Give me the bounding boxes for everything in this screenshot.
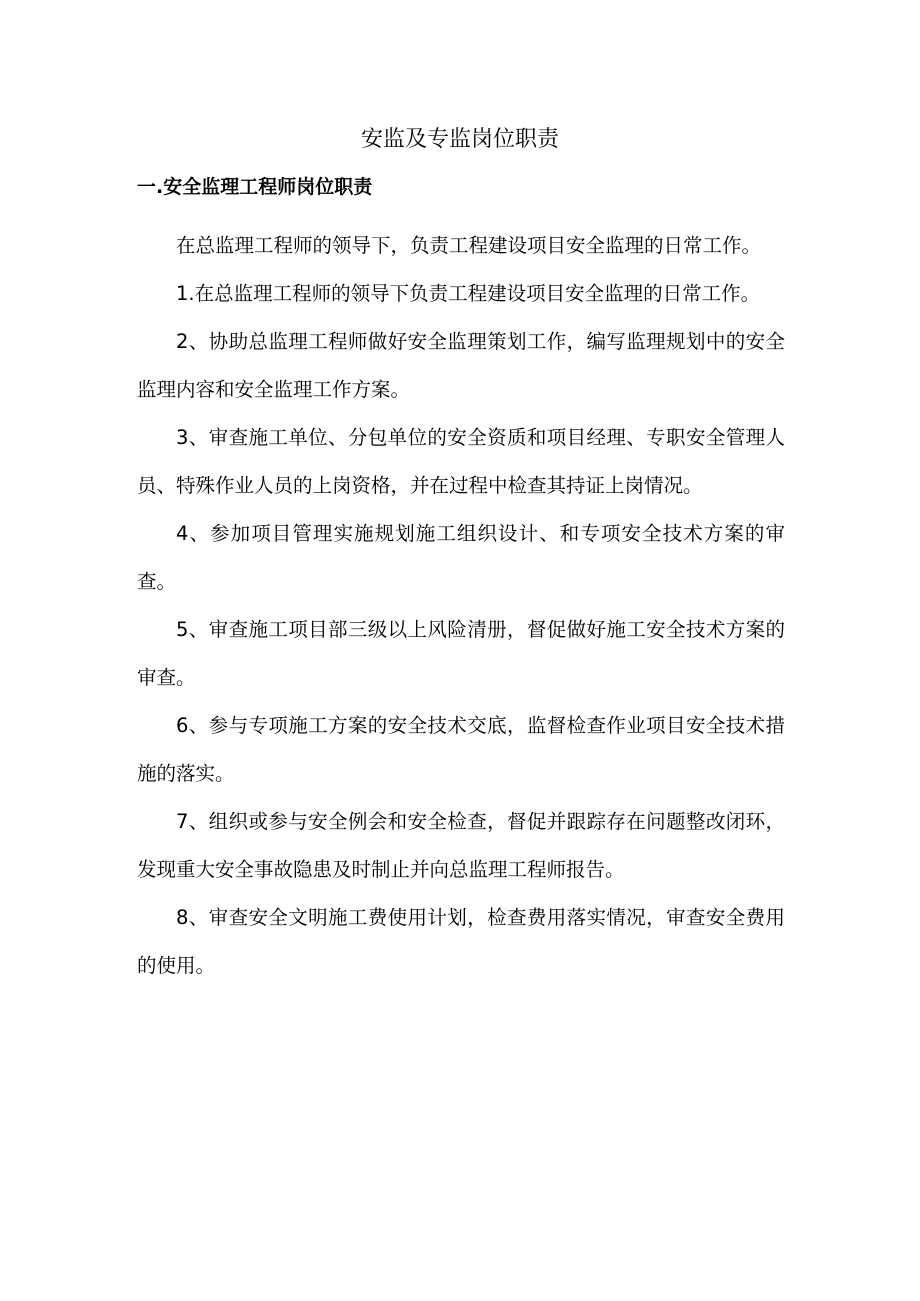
paragraph-item-1: 1.在总监理工程师的领导下负责工程建设项目安全监理的日常工作。: [176, 282, 761, 305]
section-heading: 一.安全监理工程师岗位职责: [137, 176, 373, 198]
document-body: [137, 222, 785, 990]
paragraph-intro: 在总监理工程师的领导下，负责工程建设项目安全监理的日常工作。: [176, 234, 762, 257]
paragraph-item-5: 5、审查施工项目部三级以上风险清册，督促做好施工安全技术方案的审查。: [137, 618, 785, 689]
document-title: 安监及专监岗位职责: [360, 127, 559, 152]
paragraph-item-2: 2、协助总监理工程师做好安全监理策划工作，编写监理规划中的安全监理内容和安全监理工作方案。: [137, 330, 785, 401]
paragraph-item-4: 4、参加项目管理实施规划施工组织设计、和专项安全技术方案的审查。: [137, 522, 785, 593]
paragraph-item-3: 3、审查施工单位、分包单位的安全资质和项目经理、专职安全管理人员、特殊作业人员的上岗资格，并在过程中检查其持证上岗情况。: [137, 426, 785, 497]
paragraph-item-7: 7、组织或参与安全例会和安全检查，督促并跟踪存在问题整改闭环，发现重大安全事故隐患及时制止并向总监理工程师报告。: [137, 810, 785, 881]
paragraph-item-6: 6、参与专项施工方案的安全技术交底，监督检查作业项目安全技术措施的落实。: [137, 714, 785, 785]
paragraph-item-8: 8、审查安全文明施工费使用计划，检查费用落实情况，审查安全费用的使用。: [137, 906, 785, 977]
